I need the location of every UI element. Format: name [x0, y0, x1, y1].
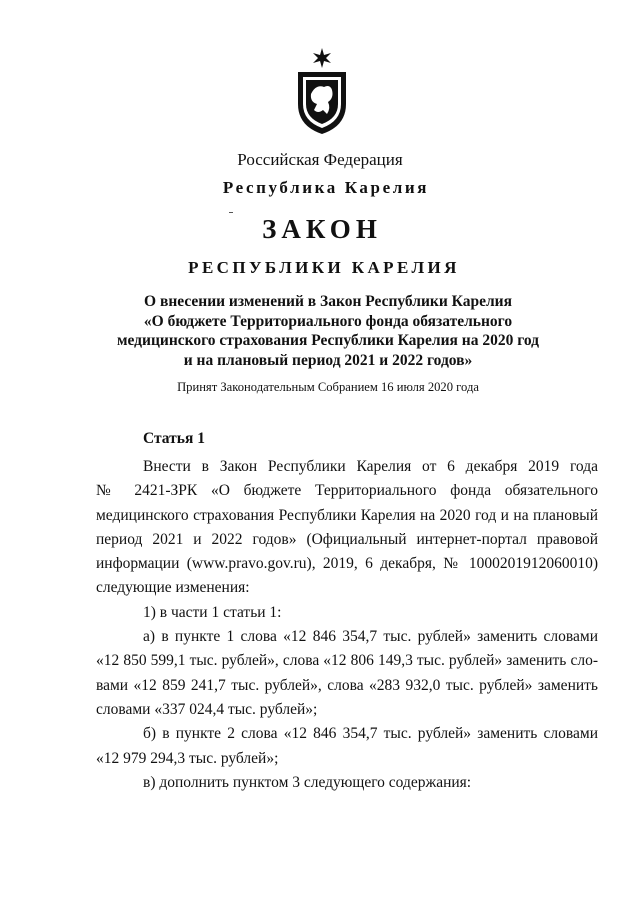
- body-line: 1) в части 1 статьи 1:: [143, 603, 282, 621]
- republic-name: Республика Карелия: [222, 178, 430, 197]
- law-title: [8, 292, 640, 370]
- stray-mark: [229, 212, 233, 213]
- law-title-line: «О бюджете Территориального фонда обязательного: [143, 312, 513, 330]
- law-title-line: О внесении изменений в Закон Республики Карелия: [144, 293, 512, 310]
- body-line: а) в пункте 1 слова «12 846 354,7 тыс. рублей» заменить словами: [143, 628, 598, 646]
- body-line: № 2421-ЗРК «О бюджете Территориального фонда обязательного: [96, 482, 598, 500]
- body-line: Внести в Закон Республики Карелия от 6 декабря 2019 года: [143, 458, 598, 475]
- karelia-coat-of-arms-icon: [294, 46, 350, 136]
- body-line: медицинского страхования Республики Карелия на 2020 год и на плановый: [96, 506, 598, 524]
- article-heading: Статья 1: [143, 430, 205, 447]
- adoption-note: Принят Законодательным Собранием 16 июля 2020 года: [177, 380, 479, 394]
- law-title-line: медицинского страхования Республики Карелия на 2020 год: [116, 332, 540, 349]
- law-title-line: и на плановый период 2021 и 2022 годов»: [183, 351, 473, 369]
- law-heading: ЗАКОН: [262, 214, 382, 244]
- body-line: период 2021 и 2022 годов» (Официальный интернет-портал правовой: [96, 530, 598, 548]
- body-line: в) дополнить пунктом 3 следующего содержания:: [143, 773, 472, 791]
- law-subheading: РЕСПУБЛИКИ КАРЕЛИЯ: [188, 258, 460, 277]
- body-line: б) в пункте 2 слова «12 846 354,7 тыс. рублей» заменить словами: [143, 725, 598, 743]
- article-body: [96, 455, 598, 795]
- body-line: словами «337 024,4 тыс. рублей»;: [96, 700, 318, 718]
- body-line: «12 979 294,3 тыс. рублей»;: [96, 749, 279, 767]
- body-line: «12 850 599,1 тыс. рублей», слова «12 806 149,3 тыс. рублей» заменить сло-: [96, 652, 598, 670]
- country-name: Российская Федерация: [237, 150, 403, 169]
- body-line: следующие изменения:: [96, 579, 250, 597]
- body-line: вами «12 859 241,7 тыс. рублей», слова «283 932,0 тыс. рублей» заменить: [96, 676, 598, 694]
- body-line: информации (www.pravo.gov.ru), 2019, 6 декабря, № 1000201912060010): [96, 555, 598, 573]
